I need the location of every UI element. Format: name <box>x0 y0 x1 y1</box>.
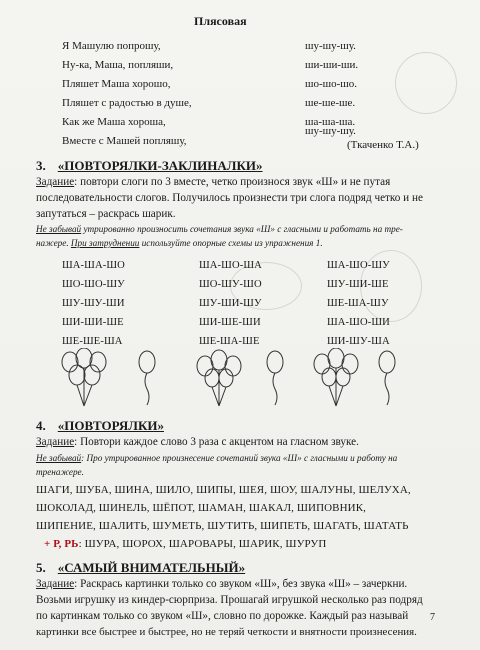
task-text: Задание: повтори слоги по 3 вместе, четко произнося звук «Ш» и не путая <box>36 176 391 188</box>
balloon-cluster-icon[interactable] <box>197 350 241 406</box>
note-text: Не забывай: Про утрированное произнесение сочетаний звука «Ш» с гласными и работу на <box>36 453 398 463</box>
section-title: «ПОВТОРЯЛКИ-ЗАКЛИНАЛКИ» <box>57 158 263 173</box>
syllable-chain: ШИ-ШУ-ША <box>327 336 390 347</box>
word-list-line: + Р, РЬ: ШУРА, ШОРОХ, ШАРОВАРЫ, ШАРИК, ШУРУП <box>44 538 327 550</box>
poem-refrain: ши-ши-ши. <box>305 59 359 71</box>
poem-refrain: шу-шу-шу. <box>305 40 356 52</box>
task-text: картинки все быстрее и быстрее, но не теряй четкости и внятности произнесения. <box>36 626 417 638</box>
syllable-chain: ШО-ШУ-ШО <box>199 279 262 290</box>
poem-refrain: ша-ша-ша. <box>305 116 356 128</box>
syllable-chain: ШИ-ШЕ-ШИ <box>199 317 261 328</box>
section-heading-5 <box>36 560 245 576</box>
poem-line: Как же Маша хороша, <box>62 116 166 128</box>
section-title: «САМЫЙ ВНИМАТЕЛЬНЫЙ» <box>57 560 246 575</box>
plus-sound-label: + Р, РЬ <box>44 538 79 550</box>
balloon-illustrations <box>60 348 400 410</box>
poem-refrain: шу-шу-шу. <box>305 125 356 137</box>
poem-line: Пляшет Маша хорошо, <box>62 78 171 90</box>
section-number: 3. <box>36 158 46 173</box>
section-number: 5. <box>36 560 46 575</box>
task-label: Задание <box>36 176 75 188</box>
poem-refrain: ше-ше-ше. <box>305 97 356 109</box>
task-text: последовательности слогов. Получилось произнести три слога подряд четко и не <box>36 192 423 204</box>
poem-title: Плясовая <box>194 14 247 28</box>
balloon-cluster-icon[interactable] <box>314 348 358 406</box>
balloon-icon[interactable] <box>267 351 283 405</box>
syllable-chain: ША-ША-ШО <box>62 260 125 271</box>
task-text: Задание: Повтори каждое слово 3 раза с акцентом на гласном звуке. <box>36 436 359 448</box>
page-number: 7 <box>430 612 435 623</box>
task-text: по картинкам только со звуком «Ш», словно по дорожке. Каждый раз называй <box>36 610 409 622</box>
syllable-chain: ШУ-ШИ-ШУ <box>199 298 262 309</box>
poem-line: Пляшет с радостью в душе, <box>62 97 192 109</box>
background-decoration <box>395 52 457 114</box>
section-heading-3 <box>36 158 263 174</box>
balloon-cluster-icon[interactable] <box>62 348 106 406</box>
syllable-chain: ША-ШО-ША <box>199 260 262 271</box>
note-text: нажере. При затруднении используйте опорные схемы из упражнения 1. <box>36 238 323 248</box>
balloon-icon[interactable] <box>379 351 395 405</box>
poem-line: Вместе с Машей попляшу, <box>62 135 187 147</box>
balloon-icon[interactable] <box>139 351 155 405</box>
syllable-chain: ШИ-ШИ-ШЕ <box>62 317 124 328</box>
task-label: Задание <box>36 578 75 590</box>
poem-line: Я Машулю попрошу, <box>62 40 161 52</box>
syllable-chain: ШЕ-ША-ШУ <box>327 298 389 309</box>
task-text: запутаться – раскрась шарик. <box>36 208 176 220</box>
poem-line: Ну-ка, Маша, попляши, <box>62 59 174 71</box>
syllable-chain: ШЕ-ШЕ-ША <box>62 336 123 347</box>
section-title: «ПОВТОРЯЛКИ» <box>57 418 164 433</box>
syllable-chain: ШУ-ШИ-ШЕ <box>327 279 389 290</box>
poem-refrain: шо-шо-шо. <box>305 78 357 90</box>
task-label: Задание <box>36 436 75 448</box>
section-heading-4 <box>36 418 164 434</box>
syllable-chain: ШО-ШО-ШУ <box>62 279 125 290</box>
note-text: Не забывай утрированно произносить сочетания звука «Ш» с гласными и работать на тре- <box>36 224 403 234</box>
task-text: Задание: Раскрась картинки только со звуком «Ш», без звука «Ш» – зачеркни. <box>36 578 408 590</box>
syllable-chain: ША-ШО-ШУ <box>327 260 390 271</box>
note-text: тренажере. <box>36 467 84 477</box>
section-number: 4. <box>36 418 46 433</box>
syllable-chain: ШЕ-ША-ШЕ <box>199 336 260 347</box>
syllable-chain: ШУ-ШУ-ШИ <box>62 298 125 309</box>
poem-author: (Ткаченко Т.А.) <box>347 139 419 151</box>
task-text: Возьми игрушку из киндер-сюрприза. Прошагай игрушкой несколько раз подряд <box>36 594 423 606</box>
syllable-chain: ША-ШО-ШИ <box>327 317 390 328</box>
word-list-line: ШИПЕНИЕ, ШАЛИТЬ, ШУМЕТЬ, ШУТИТЬ, ШИПЕТЬ, ШАГАТЬ, ШАТАТЬ <box>36 520 409 532</box>
word-list-line: ШАГИ, ШУБА, ШИНА, ШИЛО, ШИПЫ, ШЕЯ, ШОУ, ШАЛУНЫ, ШЕЛУХА, <box>36 484 411 496</box>
word-list-line: ШОКОЛАД, ШИНЕЛЬ, ШЁПОТ, ШАМАН, ШАКАЛ, ШИПОВНИК, <box>36 502 366 514</box>
